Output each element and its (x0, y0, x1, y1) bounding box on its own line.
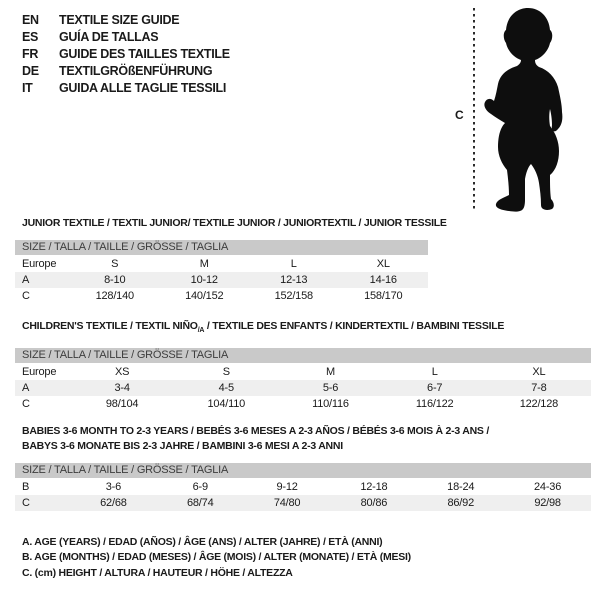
babies-section-title-line2: BABYS 3-6 MONATE BIS 2-3 JAHRE / BAMBINI 3-6 MESI A 2-3 ANNI (22, 440, 343, 452)
row-label: B (22, 481, 30, 493)
junior-size-table (15, 240, 428, 304)
row-label: C (22, 398, 30, 410)
size-bar: SIZE / TALLA / TAILLE / GRÖSSE / TAGLIA (15, 463, 591, 478)
language-row (22, 80, 230, 97)
babies-size-table (15, 463, 591, 511)
size-cell: 152/158 (274, 290, 313, 302)
language-code: EN (22, 13, 39, 27)
size-cell: 12-13 (280, 274, 308, 286)
size-bar: SIZE / TALLA / TAILLE / GRÖSSE / TAGLIA (15, 240, 428, 255)
size-cell: 140/152 (185, 290, 224, 302)
size-cell: 158/170 (364, 290, 403, 302)
legend-line-a: A. AGE (YEARS) / EDAD (AÑOS) / ÂGE (ANS) / ALTER (JAHRE) / ETÀ (ANNI) (22, 536, 383, 548)
row-label: C (22, 497, 30, 509)
table-row (15, 495, 591, 511)
size-cell: 10-12 (190, 274, 218, 286)
children-size-table (15, 348, 591, 412)
size-cell: 3-4 (114, 382, 130, 394)
legend-line-c: C. (cm) HEIGHT / ALTURA / HAUTEUR / HÖHE / ALTEZZA (22, 566, 293, 579)
language-title: TEXTILGRÖßENFÜHRUNG (59, 64, 213, 78)
size-cell: 110/116 (312, 398, 349, 410)
size-cell: S (111, 258, 119, 270)
size-cell: 8-10 (104, 274, 126, 286)
size-cell: 80/86 (360, 497, 388, 509)
size-cell: 14-16 (369, 274, 397, 286)
row-label: A (22, 274, 30, 286)
junior-section-title: JUNIOR TEXTILE / TEXTIL JUNIOR/ TEXTILE JUNIOR / JUNIORTEXTIL / JUNIOR TESSILE (22, 217, 447, 229)
language-code: ES (22, 30, 39, 44)
size-cell: S (222, 366, 230, 378)
size-cell: 12-18 (360, 481, 388, 493)
table-row (15, 380, 591, 396)
size-cell: 92/98 (534, 497, 561, 509)
language-title: GUÍA DE TALLAS (59, 30, 159, 44)
table-row (15, 479, 591, 495)
legend (22, 535, 411, 581)
children-title-text: / TEXTILE DES ENFANTS / KINDERTEXTIL / BAMBINI TESSILE (204, 320, 505, 332)
row-label: Europe (22, 258, 57, 270)
legend-line-b: B. AGE (MONTHS) / EDAD (MESES) / ÂGE (MOIS) / ALTER (MONATE) / ETÀ (MESI) (22, 551, 411, 564)
table-row (15, 288, 428, 304)
language-row (22, 12, 230, 29)
size-cell: 62/68 (100, 497, 127, 509)
size-cell: 5-6 (322, 382, 339, 394)
language-title-list (22, 12, 230, 97)
row-label: A (22, 382, 30, 394)
language-title: TEXTILE SIZE GUIDE (59, 13, 180, 27)
size-cell: 74/80 (273, 497, 301, 509)
size-cell: 116/122 (415, 398, 454, 410)
table-row (15, 272, 428, 288)
height-marker-label: C (455, 108, 464, 122)
size-cell: 6-7 (427, 382, 443, 394)
row-label: C (22, 290, 30, 302)
language-title: GUIDA ALLE TAGLIE TESSILI (59, 81, 227, 95)
language-row (22, 29, 230, 46)
size-cell: 24-36 (534, 481, 562, 493)
size-cell: XS (114, 366, 130, 378)
size-cell: 104/110 (207, 398, 246, 410)
language-code: IT (22, 81, 33, 95)
size-cell: 4-5 (218, 382, 234, 394)
size-cell: XL (532, 366, 546, 378)
size-cell: L (290, 258, 297, 270)
size-cell: XL (376, 258, 390, 270)
language-title: GUIDE DES TAILLES TEXTILE (59, 47, 230, 61)
row-label: Europe (22, 366, 57, 378)
language-code: FR (22, 47, 39, 61)
language-code: DE (22, 64, 39, 78)
children-title-subscript: /A (197, 327, 205, 335)
size-cell: 9-12 (276, 481, 298, 493)
language-row (22, 63, 230, 80)
size-cell: 7-8 (531, 382, 547, 394)
size-cell: 18-24 (447, 481, 475, 493)
table-row (15, 396, 591, 412)
size-cell: L (431, 366, 438, 378)
babies-section-title-line1: BABIES 3-6 MONTH TO 2-3 YEARS / BEBÉS 3-6 MESES A 2-3 AÑOS / BÉBÉS 3-6 MOIS À 2-3 ANS / (22, 425, 490, 437)
table-header-row (15, 256, 428, 272)
size-cell: 98/104 (105, 398, 139, 410)
height-marker-line (472, 8, 476, 212)
children-title-text: CHILDREN'S TEXTILE / TEXTIL NIÑO (22, 320, 198, 332)
table-header-row (15, 364, 591, 380)
size-cell: 3-6 (105, 481, 122, 493)
size-cell: M (326, 366, 335, 378)
size-cell: 68/74 (186, 497, 214, 509)
size-cell: 122/128 (519, 398, 559, 410)
toddler-silhouette-icon (482, 6, 574, 212)
children-section-title (22, 320, 504, 334)
size-cell: 128/140 (95, 290, 134, 302)
size-bar: SIZE / TALLA / TAILLE / GRÖSSE / TAGLIA (15, 348, 591, 363)
size-cell: 86/92 (447, 497, 474, 509)
language-row (22, 46, 230, 63)
size-cell: 6-9 (192, 481, 208, 493)
size-cell: M (199, 258, 209, 270)
